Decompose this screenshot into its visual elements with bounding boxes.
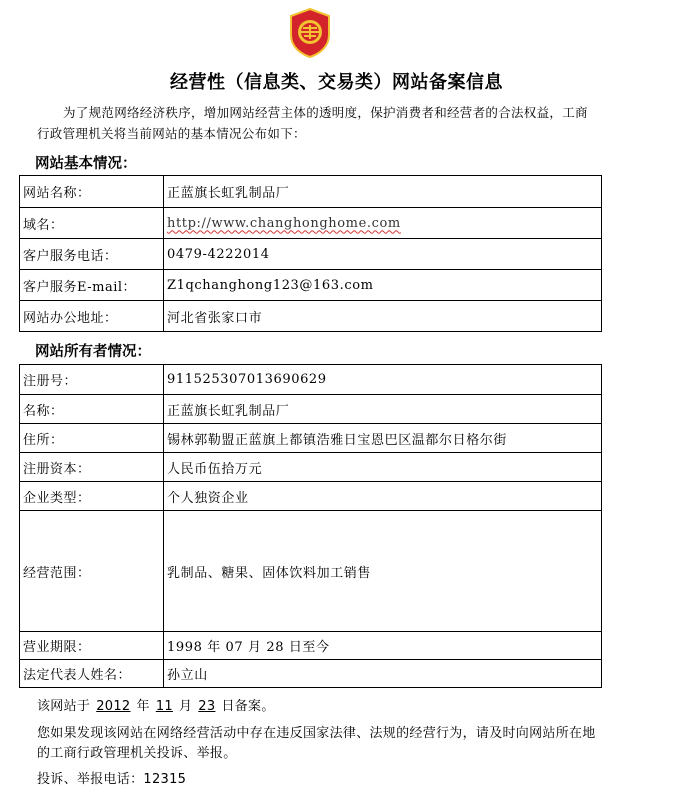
owner-section-heading: 网站所有者情况： [35, 344, 151, 360]
email-value: Z1qchanghong123@163.com [164, 270, 602, 301]
legal-rep-value: 孙立山 [164, 660, 602, 688]
table-row [20, 632, 602, 660]
table-row [20, 395, 602, 424]
table-row [20, 365, 602, 395]
record-prefix: 该网站于 [37, 699, 91, 714]
reg-number-value: 911525307013690629 [164, 365, 602, 395]
record-day: 23 [198, 699, 216, 714]
table-row [20, 239, 602, 270]
phone-value: 0479-4222014 [164, 239, 602, 270]
record-year: 2012 [96, 699, 131, 714]
intro-paragraph: 为了规范网络经济秩序，增加网站经营主体的透明度，保护消费者和经营者的合法权益，工商行政管理机关将当前网站的基本情况公布如下： [37, 105, 588, 141]
residence-value: 锡林郭勒盟正蓝旗上都镇浩雅日宝恩巴区温都尔日格尔街 [164, 424, 602, 453]
table-row [20, 208, 602, 239]
address-label: 网站办公地址： [20, 301, 164, 332]
table-row [20, 176, 602, 208]
address-value: 河北省张家口市 [164, 301, 602, 332]
table-row [20, 301, 602, 332]
table-row [20, 270, 602, 301]
capital-value: 人民币伍拾万元 [164, 453, 602, 482]
company-name-value: 正蓝旗长虹乳制品厂 [164, 395, 602, 424]
complaint-notice: 您如果发现该网站在网络经营活动中存在违反国家法律、法规的经营行为，请及时向网站所在地的工商行政管理机关投诉、举报。 [37, 726, 596, 761]
table-row [20, 511, 602, 632]
site-name-label: 网站名称： [20, 176, 164, 208]
record-date-line [37, 697, 597, 717]
domain-link[interactable]: http://www.changhonghome.com [167, 215, 401, 231]
page-title: 经营性（信息类、交易类）网站备案信息 [170, 72, 503, 93]
red-shield-emblem-icon [288, 8, 332, 58]
record-year-suffix: 年 [136, 699, 150, 714]
company-type-label: 企业类型： [20, 482, 164, 511]
table-row [20, 482, 602, 511]
record-month-suffix: 月 [178, 699, 193, 714]
company-type-value: 个人独资企业 [164, 482, 602, 511]
capital-label: 注册资本： [20, 453, 164, 482]
table-row [20, 660, 602, 688]
company-name-label: 名称： [20, 395, 164, 424]
email-label: 客户服务E-mail： [20, 270, 164, 301]
site-info-table [19, 175, 602, 332]
record-day-suffix: 日备案。 [221, 699, 275, 714]
site-section-heading: 网站基本情况： [35, 156, 137, 172]
business-scope-value: 乳制品、糖果、固体饮料加工销售 [164, 511, 602, 632]
business-term-label: 营业期限： [20, 632, 164, 660]
domain-label: 域名： [20, 208, 164, 239]
business-term-value: 1998 年 07 月 28 日至今 [164, 632, 602, 660]
site-name-value: 正蓝旗长虹乳制品厂 [164, 176, 602, 208]
residence-label: 住所： [20, 424, 164, 453]
phone-label: 客户服务电话： [20, 239, 164, 270]
business-scope-label: 经营范围： [20, 511, 164, 632]
reg-number-label: 注册号： [20, 365, 164, 395]
table-row [20, 453, 602, 482]
record-month: 11 [155, 699, 173, 714]
table-row [20, 424, 602, 453]
legal-rep-label: 法定代表人姓名： [20, 660, 164, 688]
complaint-hotline: 投诉、举报电话：12315 [37, 772, 187, 787]
owner-info-table [19, 364, 602, 688]
